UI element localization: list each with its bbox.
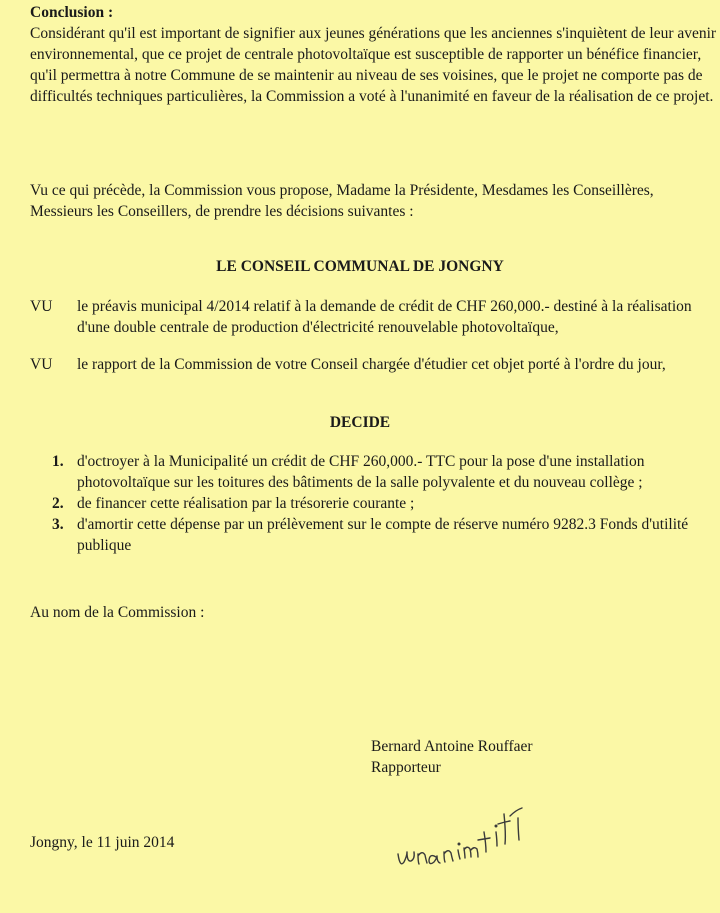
consideration-label: VU (30, 298, 53, 315)
decision-text: d'amortir cette dépense par un prélèvement sur le compte de réserve numéro 9282.3 Fonds d'utilité publique (77, 516, 689, 554)
signoff-line: Au nom de la Commission : (30, 604, 205, 621)
signer-role: Rapporteur (371, 759, 441, 776)
conclusion-heading: Conclusion : (30, 4, 114, 21)
decision-number: 2. (52, 495, 64, 512)
place-date: Jongny, le 11 juin 2014 (30, 834, 175, 851)
decision-text: d'octroyer à la Municipalité un crédit de CHF 260,000.- TTC pour la pose d'une installation photovoltaïque sur les toitures des bâtiments de la salle polyvalente et du nouveau collège ; (77, 453, 645, 491)
handwritten-annotation (392, 802, 572, 882)
decide-heading: DECIDE (329, 414, 391, 431)
proposal-intro-paragraph: Vu ce qui précède, la Commission vous propose, Madame la Présidente, Mesdames les Conseillères, Messieurs les Conseillers, de prendre les décisions suivantes : (30, 182, 654, 220)
consideration-item (30, 296, 720, 340)
consideration-text: le rapport de la Commission de votre Conseil chargée d'étudier cet objet porté à l'ordre du jour, (77, 356, 666, 373)
conclusion-paragraph: Considérant qu'il est important de signifier aux jeunes générations que les anciennes s'inquiètent de leur avenir environnemental, que ce projet de centrale photovoltaïque est susceptible de rapporter un bénéfice financier, qu'il permettra à notre Commune de se maintenir au niveau de ses voisines, que le projet ne comporte pas de difficultés techniques particulières, la Commission a voté à l'unanimité en faveur de la réalisation de ce projet. (30, 25, 717, 105)
decision-list (30, 451, 720, 556)
decision-number: 3. (52, 516, 64, 533)
signer-name: Bernard Antoine Rouffaer (371, 738, 533, 755)
signer-block (371, 736, 533, 778)
decision-item (30, 451, 720, 493)
decision-item (30, 514, 720, 556)
decision-text: de financer cette réalisation par la trésorerie courante ; (77, 495, 415, 512)
decision-item (30, 493, 720, 514)
consideration-label: VU (30, 356, 53, 373)
decision-number: 1. (52, 453, 64, 470)
consideration-text: le préavis municipal 4/2014 relatif à la demande de crédit de CHF 260,000.- destiné à la réalisation d'une double centrale de production d'électricité renouvelable photovoltaïque, (77, 298, 692, 336)
consideration-item (30, 354, 720, 398)
council-title: LE CONSEIL COMMUNAL DE JONGNY (216, 258, 504, 275)
